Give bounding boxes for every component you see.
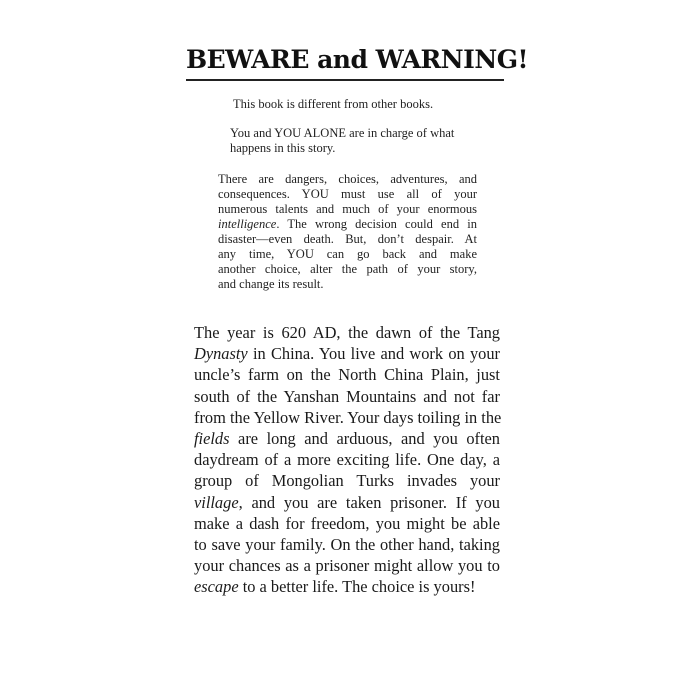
intro-p3-line: and change its result. — [218, 277, 324, 291]
story-line: escape to a better life. The choice is yours! — [194, 577, 476, 597]
story-paragraph — [194, 322, 500, 598]
intro-paragraph-3 — [218, 172, 477, 292]
intro-p3-line: any time, YOU can go back and make — [218, 247, 477, 261]
story-line: daydream of a more exciting life. One day, a — [194, 450, 500, 470]
story-line: village, and you are taken prisoner. If you — [194, 492, 500, 512]
story-line: make a dash for freedom, you might be able — [194, 513, 500, 533]
story-line: uncle’s farm on the North China Plain, just — [194, 365, 500, 385]
intro-p3-line: consequences. YOU must use all of your — [218, 187, 477, 201]
story-line: your chances as a prisoner might allow you to — [194, 556, 500, 576]
title-underline — [186, 79, 504, 81]
story-line: Dynasty in China. You live and work on your — [194, 344, 500, 364]
story-line: to save your family. On the other hand, taking — [194, 535, 500, 555]
intro-line-1: This book is different from other books. — [233, 97, 434, 111]
story-line: fields are long and arduous, and you often — [194, 429, 500, 449]
intro-p3-line: numerous talents and much of your enormous — [218, 202, 477, 216]
story-line: The year is 620 AD, the dawn of the Tang — [194, 323, 500, 342]
intro-paragraph-2: You and YOU ALONE are in charge of what happens in this story. — [230, 126, 455, 155]
intro-p3-line: intelligence. The wrong decision could end in — [218, 217, 477, 231]
page-title: BEWARE and WARNING! — [186, 45, 529, 74]
story-line: south of the Yanshan Mountains and not far — [194, 386, 500, 406]
intro-p3-line: disaster—even death. But, don’t despair. At — [218, 232, 477, 246]
intro-p3-line: There are dangers, choices, adventures, and — [218, 172, 477, 186]
intro-p3-line: another choice, alter the path of your story, — [218, 262, 477, 276]
story-line: group of Mongolian Turks invades your — [194, 471, 500, 491]
story-line: from the Yellow River. Your days toiling in the — [194, 407, 502, 427]
